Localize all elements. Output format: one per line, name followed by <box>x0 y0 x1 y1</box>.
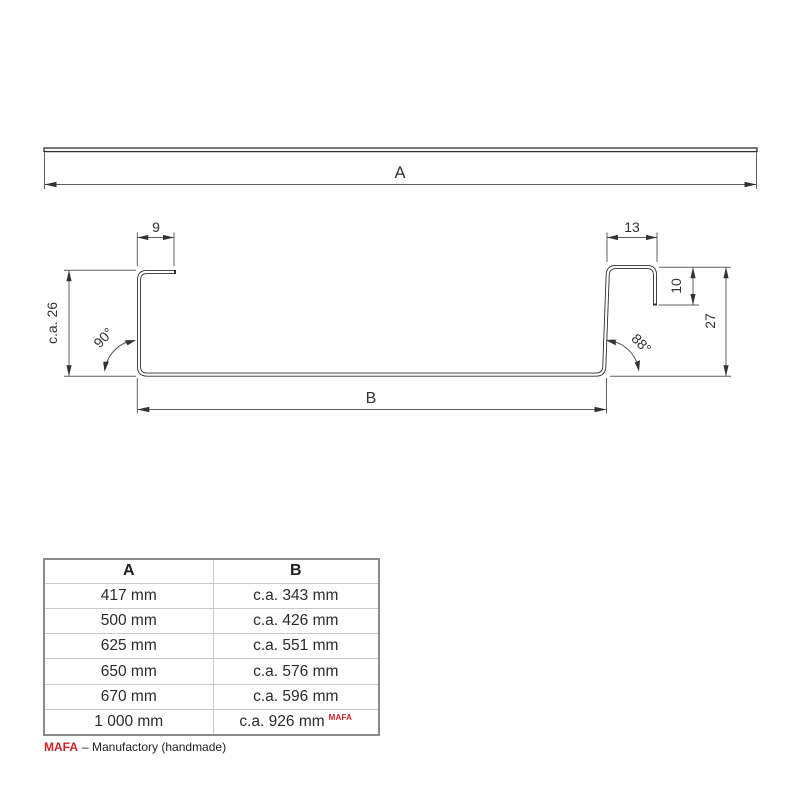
table-row <box>44 684 379 709</box>
cell-b: c.a. 576 mm <box>213 659 379 684</box>
angle-label-90: 90° <box>90 324 117 351</box>
col-header-b: B <box>213 559 379 583</box>
dim-label-10: 10 <box>668 278 684 294</box>
cell-a: 500 mm <box>44 608 213 633</box>
dimension-13 <box>607 219 657 262</box>
profile-cross-section <box>139 267 655 375</box>
table-row <box>44 659 379 684</box>
dim-label-A: A <box>394 164 406 182</box>
table-row <box>44 709 379 734</box>
cell-a: 625 mm <box>44 634 213 659</box>
cell-b: c.a. 596 mm <box>213 684 379 709</box>
dimension-A <box>45 153 757 190</box>
dim-label-B: B <box>365 390 377 407</box>
dimension-ca26 <box>44 270 136 376</box>
size-table <box>43 558 380 736</box>
dim-label-ca26: c.a. 26 <box>44 301 60 345</box>
footnote <box>44 740 226 754</box>
angle-90 <box>90 324 137 372</box>
cell-b: c.a. 343 mm <box>213 583 379 608</box>
dimension-10 <box>659 267 732 305</box>
dimension-9 <box>137 219 174 266</box>
table-header-row <box>44 559 379 583</box>
cell-a: 1 000 mm <box>44 709 213 734</box>
dim-label-13: 13 <box>624 219 640 235</box>
cell-b <box>213 709 379 734</box>
dimension-B <box>137 378 606 414</box>
cell-b: c.a. 426 mm <box>213 608 379 633</box>
cell-a: 417 mm <box>44 583 213 608</box>
cell-b-value: c.a. 926 mm <box>239 712 325 730</box>
dim-label-9: 9 <box>152 219 160 235</box>
table-row <box>44 608 379 633</box>
mafa-note-superscript: MAFA <box>328 712 353 722</box>
cell-a: 650 mm <box>44 659 213 684</box>
table-row <box>44 634 379 659</box>
angle-label-88: 88° <box>628 330 655 357</box>
angle-88 <box>605 330 655 372</box>
col-header-a: A <box>44 559 213 583</box>
table-row <box>44 583 379 608</box>
cell-b: c.a. 551 mm <box>213 634 379 659</box>
cell-a: 670 mm <box>44 684 213 709</box>
footnote-brand: MAFA <box>44 740 78 754</box>
dim-label-27: 27 <box>702 313 718 329</box>
flat-profile-bar <box>44 148 757 152</box>
footnote-text: – Manufactory (handmade) <box>82 740 227 754</box>
